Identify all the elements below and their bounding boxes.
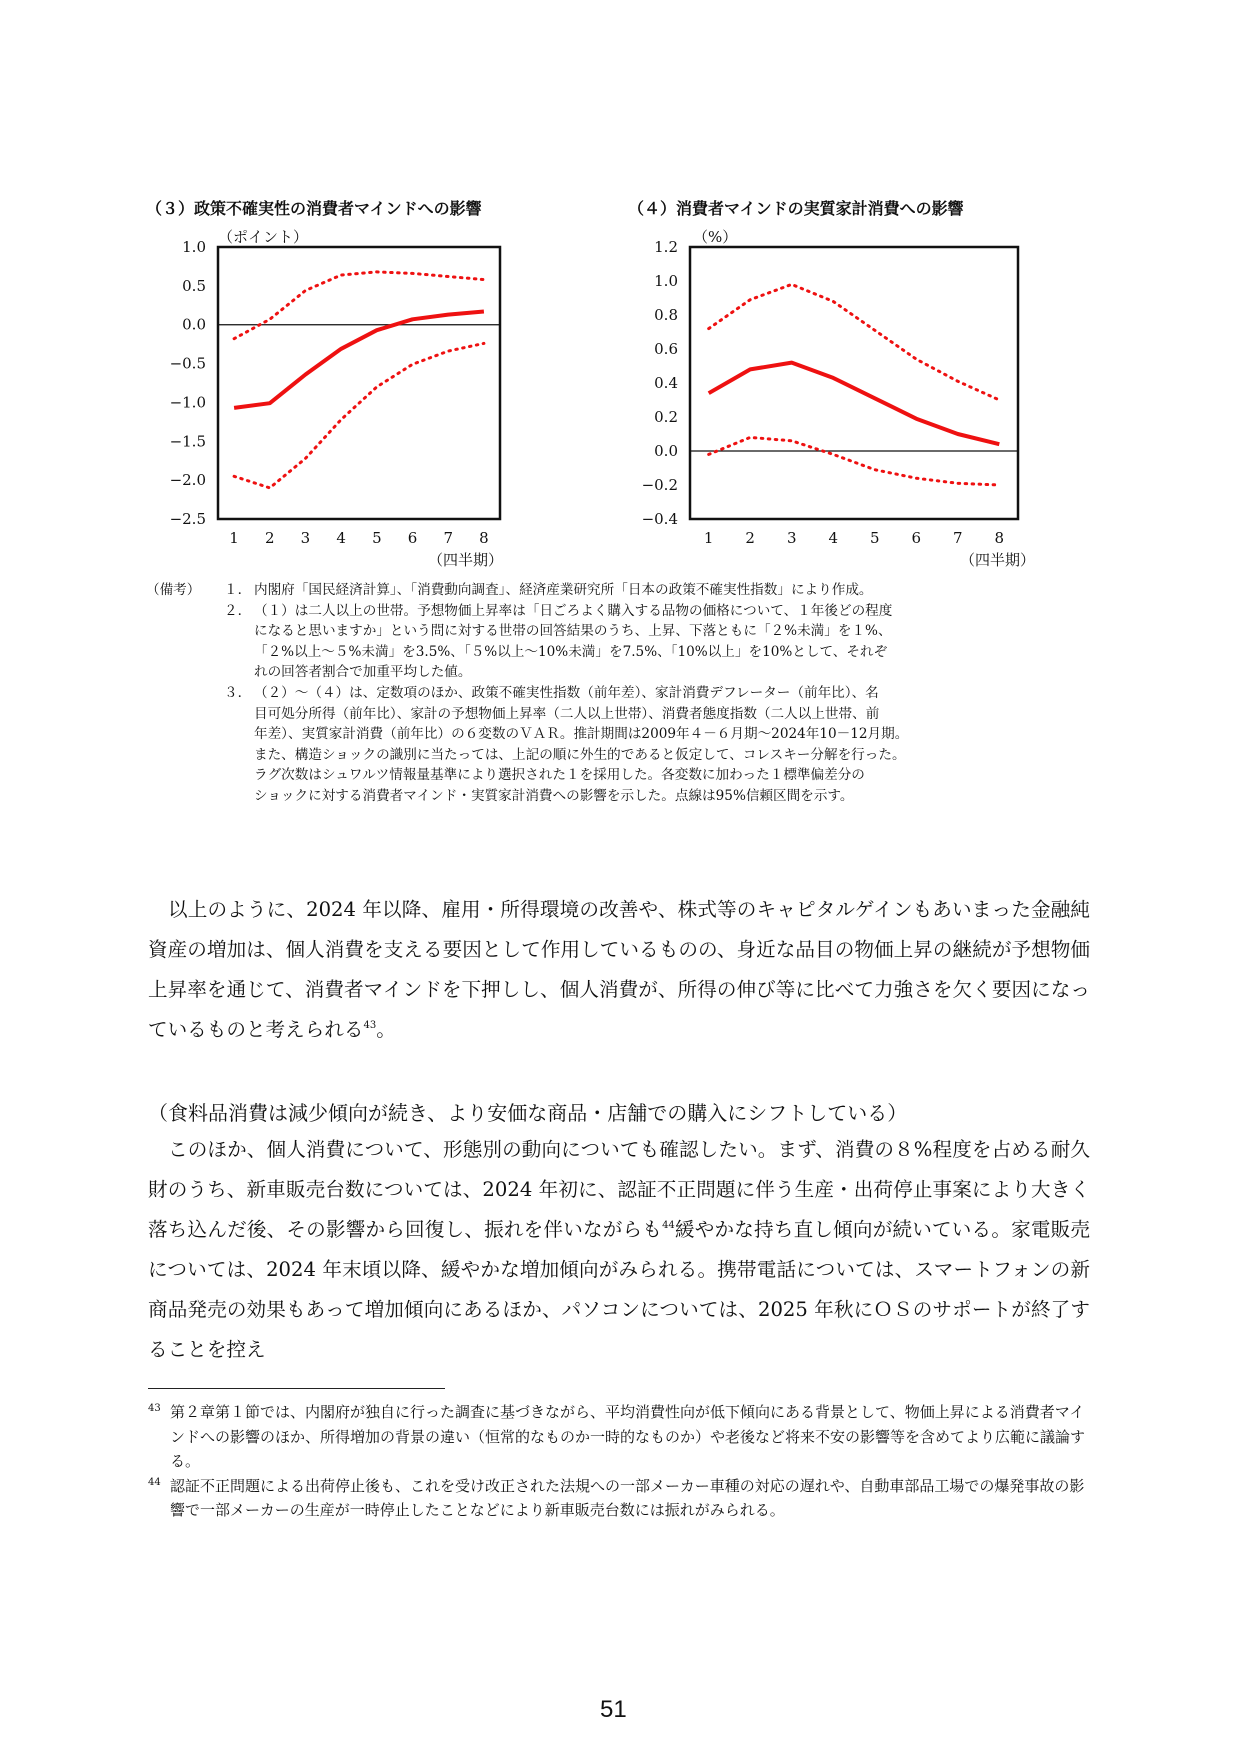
chart3-series-upper	[234, 272, 484, 339]
note1-number: １．	[224, 582, 252, 598]
chart3-ytick-label: −0.5	[169, 354, 206, 373]
chart3-unit: （ポイント）	[218, 228, 309, 246]
chart4-ytick-label: 0.4	[654, 374, 678, 392]
footnote-43	[148, 1400, 1090, 1474]
footnote-ref-44[interactable]: 44	[662, 1220, 675, 1231]
chart3-ytick-label: −1.5	[169, 432, 206, 451]
chart3-title: （３）政策不確実性の消費者マインドへの影響	[146, 199, 482, 218]
page-number: 51	[600, 1696, 627, 1723]
chart4-xtick-label: 7	[953, 529, 963, 547]
chart4-ytick-label: 0.2	[654, 408, 678, 426]
chart4-xtick-label: 8	[994, 529, 1005, 547]
chart4-xtick-label: 2	[745, 529, 755, 547]
chart4-xtick-label: 4	[828, 529, 839, 547]
chart3-xtick-label: 1	[229, 529, 239, 547]
chart4-series-upper	[709, 284, 1000, 400]
note2-number: ２．	[224, 602, 252, 619]
note3-line3: 年差）、実質家計消費（前年比）の６変数のＶＡＲ。推計期間は2009年４－６月期～2024年10－12月期。	[254, 726, 909, 743]
chart4-ytick-label: 0.6	[654, 340, 678, 358]
chart4-ytick-label: −0.4	[641, 510, 678, 528]
note2-line4: れの回答者割合で加重平均した値。	[254, 664, 472, 681]
footnote-ref-43[interactable]: 43	[363, 1020, 377, 1031]
chart3-xtick-label: 2	[264, 529, 275, 547]
chart4-ytick-label: 0.0	[654, 442, 678, 460]
chart4-xtick-label: 5	[869, 529, 880, 547]
chart-notes	[146, 580, 1106, 807]
paragraph1-text: 以上のように、2024 年以降、雇用・所得環境の改善や、株式等のキャピタルゲインもあいまった金融純資産の増加は、個人消費を支える要因として作用しているものの、身近な品目の物価上昇の継続が予想物価上昇率を通じて、消費者マインドを下押しし、個人消費が、所得の伸び等に比べて力強さを欠く要因になっているものと考えられる	[148, 898, 1090, 1041]
footnote-44-text: 認証不正問題による出荷停止後も、これを受け改正された法規への一部メーカー車種の対応の遅れや、自動車部品工場での爆発事故の影響で一部メーカーの生産が一時停止したことなどにより新車販売台数には振れがみられる。	[170, 1476, 1085, 1519]
chart3-ytick-label: 1.0	[182, 238, 206, 256]
chart4-title: （４）消費者マインドの実質家計消費への影響	[628, 199, 964, 218]
chart3-xlabel: （四半期）	[428, 551, 504, 569]
note3-line6: ショックに対する消費者マインド・実質家計消費への影響を示した。点線は95%信頼区間を示す。	[254, 787, 854, 804]
chart4-ytick-label: 1.0	[654, 272, 678, 290]
footnote-separator	[148, 1388, 445, 1389]
note3-line2: 目可処分所得（前年比）、家計の予想物価上昇率（二人以上世帯）、消費者態度指数（二人以上世帯、前	[254, 705, 880, 722]
paragraph2-text-b: 緩やかな持ち直し傾向が続いている。家電販売については、2024 年末頃以降、緩やかな増加傾向がみられる。携帯電話については、スマートフォンの新商品発売の効果もあって増加傾向にあるほか、パソコンについては、2025 年秋にＯＳのサポートが終了することを控え	[148, 1218, 1091, 1361]
chart4-xtick-label: 6	[911, 529, 922, 547]
chart3-xtick-label: 6	[407, 529, 418, 547]
chart3-xtick-label: 4	[336, 529, 346, 547]
chart3-xtick-label: 5	[372, 529, 382, 547]
chart4-xlabel: （四半期）	[960, 551, 1036, 569]
note3-line5: ラグ次数はシュワルツ情報量基準により選択された１を採用した。各変数に加わった１標準偏差分の	[254, 767, 865, 784]
note2-line3: 「２%以上～５%未満」を3.5%、「５%以上～10%未満」を7.5%、「10%以上」を10%として、それぞ	[254, 643, 888, 660]
chart3-series-lower	[234, 343, 484, 488]
chart4-ytick-label: 0.8	[654, 306, 678, 324]
notes-label: （備考）	[146, 582, 201, 598]
chart4-plot-frame	[690, 247, 1018, 519]
chart3-xtick-label: 8	[479, 529, 489, 547]
chart3-plot-frame	[218, 247, 500, 519]
chart4-ytick-label: −0.2	[641, 476, 678, 494]
chart3-series-estimate	[234, 312, 484, 408]
chart4-series-estimate	[709, 363, 1000, 445]
footnote-43-number: 43	[148, 1403, 161, 1414]
note1-text: 内閣府「国民経済計算」、「消費動向調査」、経済産業研究所「日本の政策不確実性指数」により作成。	[254, 582, 873, 598]
chart4-xtick-label: 1	[703, 529, 714, 547]
note3-number: ３．	[224, 684, 252, 701]
note3-line1: （２）～（４）は、定数項のほか、政策不確実性指数（前年差）、家計消費デフレーター（前年比）、名	[254, 684, 879, 701]
chart3-ytick-label: −2.5	[169, 510, 206, 528]
chart3-ytick-label: −1.0	[169, 393, 206, 412]
footnote-43-text: 第２章第１節では、内閣府が独自に行った調査に基づきながら、平均消費性向が低下傾向にある背景として、物価上昇による消費者マインドへの影響のほか、所得増加の背景の違い（恒常的なものか一時的なものか）や老後など将来不安の影響等を含めてより広範に議論する。	[170, 1403, 1086, 1470]
chart3-ytick-label: 0.0	[182, 315, 206, 334]
note2-line2: になると思いますか」という問に対する世帯の回答結果のうち、上昇、下落ともに「２%未満」を１%、	[254, 623, 892, 640]
footnotes	[148, 1400, 1090, 1523]
chart4-ytick-label: 1.2	[654, 238, 678, 256]
footnote-44-number: 44	[148, 1476, 161, 1488]
chart4-unit: （%）	[693, 228, 738, 246]
chart3-ytick-label: −2.0	[169, 471, 206, 490]
chart4-xtick-label: 3	[786, 529, 797, 547]
paragraph2-text-a: このほか、個人消費について、形態別の動向についても確認したい。まず、消費の８%程度を占める耐久財のうち、新車販売台数については、2024 年初に、認証不正問題に伴う生産・出荷停止事案により大きく落ち込んだ後、その影響から回復し、振れを伴いながらも	[148, 1138, 1090, 1241]
body-paragraph-2	[148, 1130, 1090, 1370]
chart4-series-lower	[709, 437, 1000, 485]
chart3-xtick-label: 3	[300, 529, 311, 547]
paragraph1-end: 。	[376, 1018, 396, 1041]
section-heading: （食料品消費は減少傾向が続き、より安価な商品・店舗での購入にシフトしている）	[148, 1101, 908, 1125]
note3-line4: また、構造ショックの識別に当たっては、上記の順に外生的であると仮定して、コレスキー分解を行った。	[254, 746, 906, 763]
chart3-plot	[130, 215, 590, 580]
footnote-44	[148, 1474, 1090, 1523]
note2-line1: （１）は二人以上の世帯。予想物価上昇率は「日ごろよく購入する品物の価格について、１年後どの程度	[254, 602, 893, 619]
chart3-xtick-label: 7	[443, 529, 454, 547]
chart3-ytick-label: 0.5	[182, 276, 206, 295]
body-paragraph-1	[148, 890, 1090, 1050]
chart4-plot	[605, 215, 1065, 580]
